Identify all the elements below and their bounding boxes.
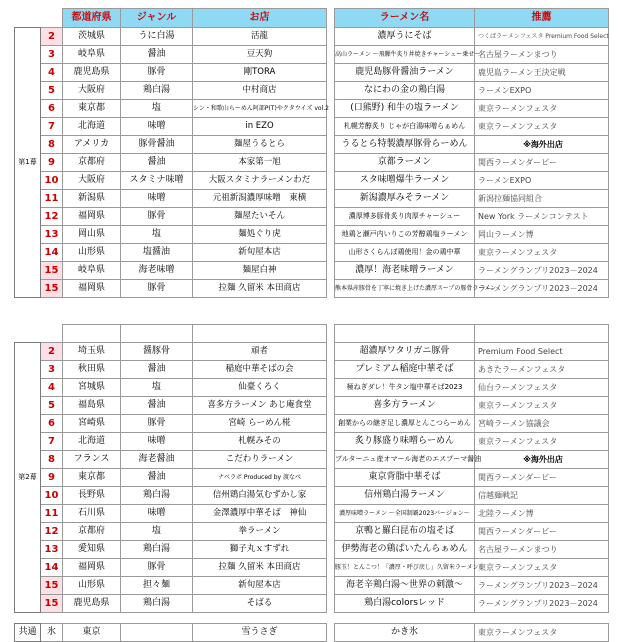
ramen-name-cell: 炙り豚盛り味噌らーめん [335,433,475,451]
table-row [15,559,609,577]
ramen-name-cell: 極ねぎダレ！牛タン塩中華そば2023 [335,379,475,397]
prefecture-cell: 茨城県 [63,28,121,46]
genre-cell: スタミナ味噌 [121,172,193,190]
common-pref: 東京 [63,624,121,642]
gap-cell [327,559,335,577]
header-row [15,9,609,28]
shop-cell: 元祖新潟濃厚味噌 東横 [193,190,327,208]
genre-cell: 醤油 [121,397,193,415]
table-row [15,523,609,541]
genre-cell: 味噌 [121,118,193,136]
rank-cell: 14 [41,244,63,262]
genre-cell: 豚骨 [121,208,193,226]
header-corner-rank [41,9,63,28]
ramen-name-cell: 伊勢海老の鶏ぱいたんらぁめん [335,541,475,559]
rank-cell: 4 [41,379,63,397]
prefecture-cell: 山形県 [63,244,121,262]
gap-cell [327,469,335,487]
shop-cell: こだわりラーメン [193,451,327,469]
prefecture-cell: 岡山県 [63,226,121,244]
shop-cell: 麺屋うるとら [193,136,327,154]
genre-cell: 豚骨 [121,280,193,298]
genre-cell: 塩 [121,100,193,118]
rank-cell: 5 [41,82,63,100]
ramen-name-cell: ブルターニュ産オマール海老のエスプーマ醤油 [335,451,475,469]
rank-cell: 12 [41,523,63,541]
ramen-name-cell: なにわの金の鶏白湯 [335,82,475,100]
recommend-cell: ラーメンEXPO [475,82,609,100]
gap-cell [327,451,335,469]
table-row [15,415,609,433]
prefecture-cell: 長野県 [63,487,121,505]
recommend-cell: New York ラーメンコンテスト [475,208,609,226]
gap-cell [327,361,335,379]
gap-cell [327,64,335,82]
header-row-blank [15,325,609,343]
rank-cell: 8 [41,451,63,469]
common-row [15,624,609,642]
table-row [15,343,609,361]
prefecture-cell: 石川県 [63,505,121,523]
recommend-cell: ラーメングランプリ2023－2024 [475,577,609,595]
genre-cell: 味噌 [121,190,193,208]
gap-cell [327,595,335,613]
gap-cell [327,190,335,208]
table-row [15,172,609,190]
ramen-name-cell: 地鶏と瀬戸内いりこの芳醇鶏塩ラーメン [335,226,475,244]
genre-cell: 醤油 [121,469,193,487]
genre-cell: 鶏白湯 [121,595,193,613]
common-ramen: かき氷 [335,624,475,642]
ramen-name-cell: 東京背脂中華そば [335,469,475,487]
prefecture-cell: 東京都 [63,469,121,487]
common-shop: 雪うさぎ [193,624,327,642]
header-ramen: ラーメン名 [335,9,475,28]
rank-cell: 6 [41,415,63,433]
prefecture-cell: 鹿児島県 [63,64,121,82]
table-row [15,28,609,46]
header-corner [15,9,41,28]
table-row [15,379,609,397]
shop-cell: 麺屋白神 [193,262,327,280]
common-blank [121,624,193,642]
rank-cell: 3 [41,361,63,379]
recommend-cell: 岡山ラーメン博 [475,226,609,244]
table-row [15,262,609,280]
shop-cell: 豆天狗 [193,46,327,64]
section-1 [15,28,609,298]
rank-cell: 7 [41,433,63,451]
gap-cell [327,262,335,280]
rank-cell: 15 [41,577,63,595]
shop-cell: ナベラボ Produced by 渡なべ [193,469,327,487]
rank-cell: 11 [41,190,63,208]
prefecture-cell: 愛知県 [63,541,121,559]
table-row [15,136,609,154]
rank-cell: 13 [41,226,63,244]
shop-cell: 獅子丸ｘすずれ [193,541,327,559]
table-row [15,226,609,244]
rank-cell: 8 [41,136,63,154]
rank-cell: 6 [41,100,63,118]
recommend-cell: ※海外出店 [475,136,609,154]
header-shop: お店 [193,9,327,28]
table-row [15,280,609,298]
rank-cell: 15 [41,262,63,280]
prefecture-cell: 北海道 [63,118,121,136]
table-row [15,118,609,136]
recommend-cell: 名古屋ラーメンまつり [475,46,609,64]
ramen-name-cell: プレミアム稲庭中華そば [335,361,475,379]
prefecture-cell: 山形県 [63,577,121,595]
prefecture-cell: 京都府 [63,523,121,541]
gap-cell [327,244,335,262]
recommend-cell: 東京ラーメンフェスタ [475,100,609,118]
section-label: 第2幕 [15,343,41,613]
shop-cell: 拉麺 久留米 本田商店 [193,559,327,577]
shop-cell: 拉麺 久留米 本田商店 [193,280,327,298]
recommend-cell: Premium Food Select [475,343,609,361]
ramen-name-cell: スタ味噌爆牛ラーメン [335,172,475,190]
gap-cell [327,343,335,361]
shop-cell: 活龍 [193,28,327,46]
genre-cell: 鶏白湯 [121,541,193,559]
shop-cell: 頑者 [193,343,327,361]
genre-cell: 醤油 [121,46,193,64]
rank-cell: 7 [41,118,63,136]
section-label: 第1幕 [15,28,41,298]
prefecture-cell: 新潟県 [63,190,121,208]
ramen-name-cell: 濃厚博多豚骨炙り肉厚チャーシュー [335,208,475,226]
ramen-name-cell: 豚玉！とんこつ！「濃厚・呼び戻し」久留米ラーメン！ [335,559,475,577]
genre-cell: 鶏白湯 [121,487,193,505]
genre-cell: 海老味噌 [121,262,193,280]
table-row [15,46,609,64]
prefecture-cell: 福岡県 [63,208,121,226]
shop-cell: 宮崎 らーめん椛 [193,415,327,433]
prefecture-cell: 東京都 [63,100,121,118]
table-row [15,154,609,172]
prefecture-cell: 埼玉県 [63,343,121,361]
gap-cell [327,487,335,505]
recommend-cell: つくばラーメンフェスタ Premium Food Select [475,28,609,46]
gap-cell [327,82,335,100]
prefecture-cell: 岐阜県 [63,46,121,64]
recommend-cell: 仙台ラーメンフェスタ [475,379,609,397]
shop-cell: 本家第一旭 [193,154,327,172]
shop-cell: 喜多方ラーメン あじ庵食堂 [193,397,327,415]
rank-cell: 2 [41,28,63,46]
shop-cell: そばる [193,595,327,613]
gap-cell [327,154,335,172]
ramen-name-cell: 新潟濃厚みそラーメン [335,190,475,208]
ramen-name-cell: 創業からの継ぎ足し濃厚とんこつらーめん [335,415,475,433]
genre-cell: 醤油 [121,154,193,172]
recommend-cell: あきたラーメンフェスタ [475,361,609,379]
ramen-name-cell: 京都ラーメン [335,154,475,172]
genre-cell: 塩醤油 [121,244,193,262]
genre-cell: 醤豚骨 [121,343,193,361]
prefecture-cell: 鹿児島県 [63,595,121,613]
ramen-name-cell: 海老辛鶏白湯～世界の刺激～ [335,577,475,595]
recommend-cell: 関西ラーメンダービー [475,154,609,172]
genre-cell: 醤油 [121,361,193,379]
table-row [15,469,609,487]
recommend-cell: 東京ラーメンフェスタ [475,397,609,415]
ramen-name-cell: 濃厚うにそば [335,28,475,46]
genre-cell: 豚骨 [121,415,193,433]
gap-cell [327,379,335,397]
ramen-name-cell: 濃厚味噌ラーメン 〜全国制覇2023バージョン〜 [335,505,475,523]
recommend-cell: ラーメングランプリ2023－2024 [475,262,609,280]
recommend-cell: 東京ラーメンフェスタ [475,118,609,136]
ramen-name-cell: 濃厚！海老味噌ラーメン [335,262,475,280]
ranking-table [14,8,609,642]
ramen-name-cell: 信州鶏白湯ラーメン [335,487,475,505]
recommend-cell: ラーメングランプリ2023－2024 [475,595,609,613]
prefecture-cell: 大阪府 [63,82,121,100]
table-row [15,361,609,379]
rank-cell: 3 [41,46,63,64]
recommend-cell: ラーメングランプリ2023－2024 [475,280,609,298]
table-row [15,82,609,100]
genre-cell: 塩 [121,226,193,244]
prefecture-cell: 福島県 [63,397,121,415]
prefecture-cell: 福岡県 [63,559,121,577]
gap-cell [327,28,335,46]
ramen-name-cell: 鹿児島豚骨醤油ラーメン [335,64,475,82]
shop-cell: 剛TORA [193,64,327,82]
ramen-name-cell: 熊本県産豚骨を丁寧に焼き上げた濃厚スープの豚骨ラーメン [335,280,475,298]
table-row [15,541,609,559]
table-row [15,190,609,208]
table-row [15,577,609,595]
recommend-cell: ※海外出店 [475,451,609,469]
rank-cell: 10 [41,487,63,505]
table-row [15,505,609,523]
rank-cell: 4 [41,64,63,82]
prefecture-cell: 宮城県 [63,379,121,397]
gap-cell [327,541,335,559]
gap-cell [327,577,335,595]
rank-cell: 10 [41,172,63,190]
prefecture-cell: 北海道 [63,433,121,451]
shop-cell: 信州鶏白湯気むずかし家 [193,487,327,505]
ramen-name-cell: 高山ラーメン 〜飛騨牛炙り丼焼きチャーシュー乗せ〜 [335,46,475,64]
ramen-name-cell: 山形さくらんぼ鶏使用！金の鶏中華 [335,244,475,262]
genre-cell: 海老醤油 [121,451,193,469]
genre-cell: 塩 [121,379,193,397]
section-2 [15,343,609,613]
genre-cell: 豚骨 [121,64,193,82]
rank-cell: 2 [41,343,63,361]
recommend-cell: 信越麺戦記 [475,487,609,505]
genre-cell: 塩 [121,523,193,541]
common-genre: 氷 [41,624,63,642]
gap-cell [327,433,335,451]
shop-cell: 新旬屋本店 [193,244,327,262]
rank-cell: 11 [41,505,63,523]
ramen-name-cell: (口熊野) 和牛の塩ラーメン [335,100,475,118]
prefecture-cell: アメリカ [63,136,121,154]
prefecture-cell: 秋田県 [63,361,121,379]
table-row [15,244,609,262]
shop-cell: 札幌みその [193,433,327,451]
shop-cell: 麺処ぐり虎 [193,226,327,244]
genre-cell: 豚骨 [121,559,193,577]
prefecture-cell: フランス [63,451,121,469]
recommend-cell: 宮崎ラーメン協議会 [475,415,609,433]
shop-cell: 中村商店 [193,82,327,100]
gap-cell [327,136,335,154]
common-recommend: 東京ラーメンフェスタ [475,624,609,642]
shop-cell: 大阪スタミナラーメンわだ [193,172,327,190]
genre-cell: 味噌 [121,433,193,451]
prefecture-cell: 宮崎県 [63,415,121,433]
table-row [15,433,609,451]
gap-cell [327,226,335,244]
rank-cell: 15 [41,595,63,613]
table-row [15,487,609,505]
prefecture-cell: 福岡県 [63,280,121,298]
ramen-name-cell: 札幌芳醇炙り じゃが白湯味噌らぁめん [335,118,475,136]
gap-cell [327,208,335,226]
genre-cell: うに白湯 [121,28,193,46]
ramen-name-cell: 鶏白湯colorsレッド [335,595,475,613]
recommend-cell: 名古屋ラーメンまつり [475,541,609,559]
recommend-cell: 東京ラーメンフェスタ [475,244,609,262]
gap-cell [327,415,335,433]
shop-cell: シン・和歌山らーめん阿部P(T)やクタウイズ vol.2 [193,100,327,118]
recommend-cell: 東京ラーメンフェスタ [475,433,609,451]
table-row [15,397,609,415]
shop-cell: 稲庭中華そばの会 [193,361,327,379]
recommend-cell: ラーメンEXPO [475,172,609,190]
recommend-cell: 新潟拉麺協同組合 [475,190,609,208]
genre-cell: 味噌 [121,505,193,523]
shop-cell: 麺屋たいそん [193,208,327,226]
gap-cell [327,172,335,190]
ramen-name-cell: 超濃厚ワタリガニ豚骨 [335,343,475,361]
table-row [15,451,609,469]
gap-cell [327,397,335,415]
gap-cell [327,46,335,64]
gap-cell [327,523,335,541]
prefecture-cell: 岐阜県 [63,262,121,280]
rank-cell: 9 [41,469,63,487]
header-prefecture: 都道府県 [63,9,121,28]
common-label: 共通 [15,624,41,642]
ramen-name-cell: うるとら特製濃厚豚骨らーめん [335,136,475,154]
header-gap [327,9,335,28]
genre-cell: 鶏白湯 [121,82,193,100]
genre-cell: 担々麺 [121,577,193,595]
shop-cell: 仙臺くろく [193,379,327,397]
table-row [15,595,609,613]
recommend-cell: 北陸ラーメン博 [475,505,609,523]
gap-cell [327,118,335,136]
shop-cell: in EZO [193,118,327,136]
table-row [15,64,609,82]
ramen-name-cell: 京鴨と羅臼昆布の塩そば [335,523,475,541]
shop-cell: 拳ラーメン [193,523,327,541]
ramen-name-cell: 喜多方ラーメン [335,397,475,415]
prefecture-cell: 大阪府 [63,172,121,190]
table-row [15,100,609,118]
genre-cell: 豚骨醤油 [121,136,193,154]
prefecture-cell: 京都府 [63,154,121,172]
header-genre: ジャンル [121,9,193,28]
gap-cell [327,505,335,523]
recommend-cell: 関西ラーメンダービー [475,523,609,541]
gap-cell [327,280,335,298]
header-recommend: 推薦 [475,9,609,28]
recommend-cell: 関西ラーメンダービー [475,469,609,487]
shop-cell: 新旬屋本店 [193,577,327,595]
rank-cell: 12 [41,208,63,226]
rank-cell: 13 [41,541,63,559]
shop-cell: 金澤濃厚中華そば 神仙 [193,505,327,523]
recommend-cell: 鹿児島ラーメン王決定戦 [475,64,609,82]
table-row [15,208,609,226]
recommend-cell: 東京ラーメンフェスタ [475,559,609,577]
rank-cell: 5 [41,397,63,415]
rank-cell: 9 [41,154,63,172]
rank-cell: 15 [41,280,63,298]
rank-cell: 14 [41,559,63,577]
